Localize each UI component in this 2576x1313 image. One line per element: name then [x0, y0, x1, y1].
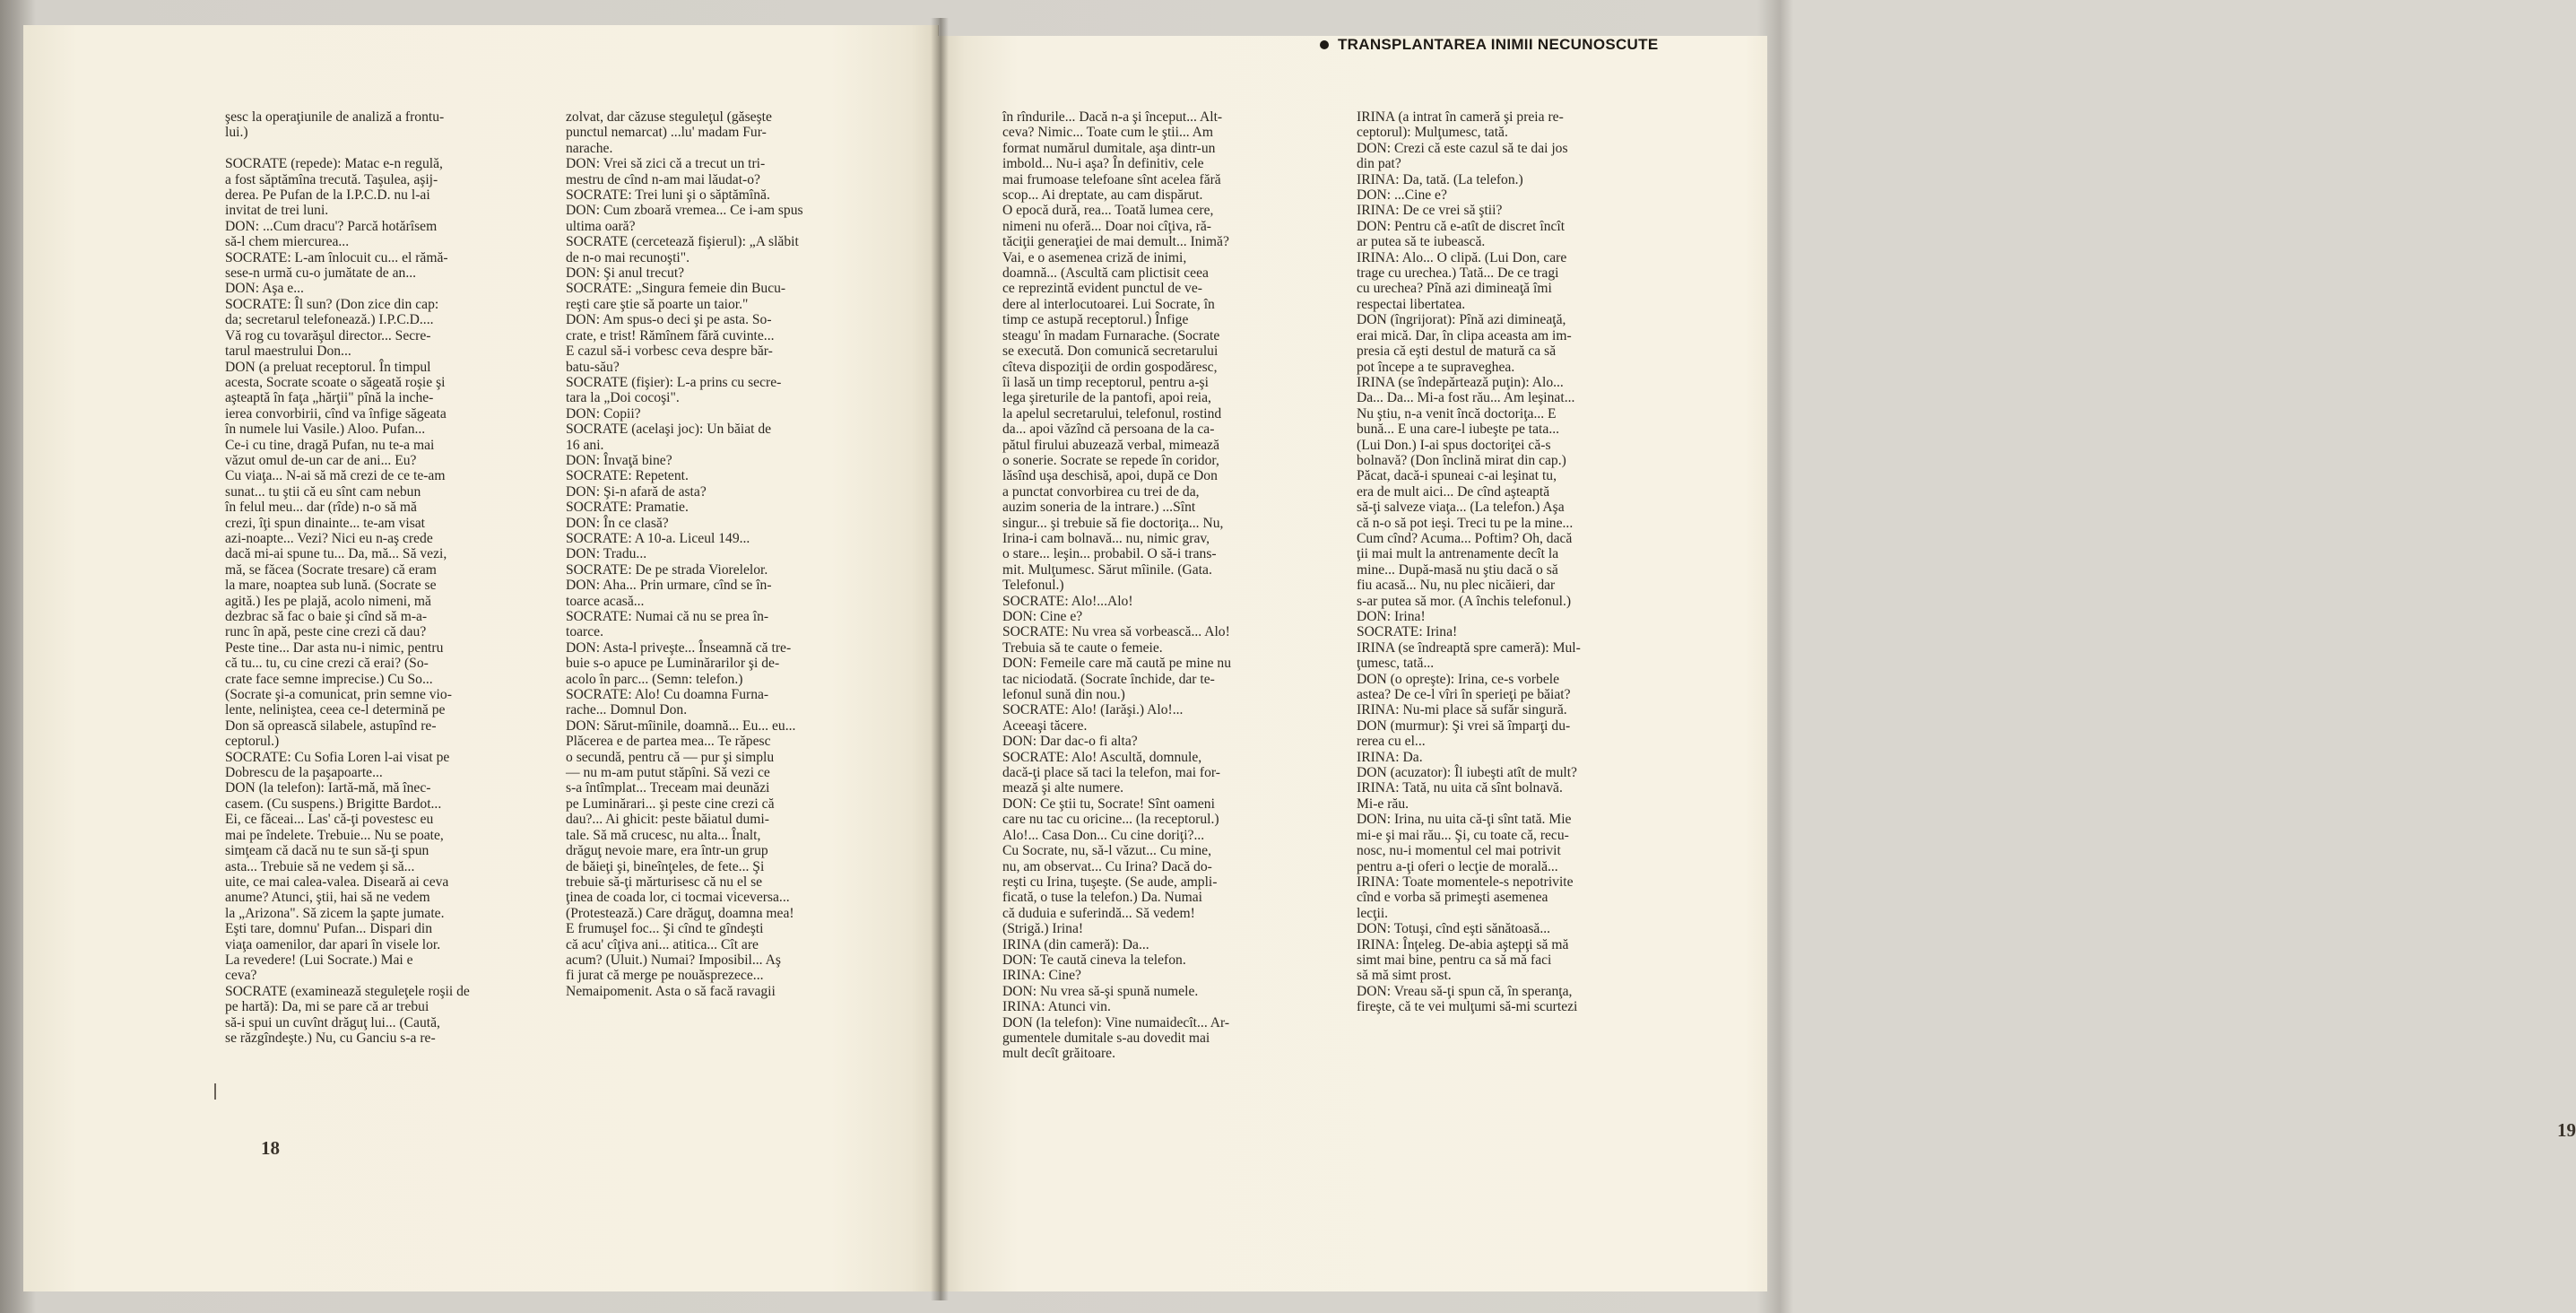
text-line: format numărul dumitale, aşa dintr-un [1002, 140, 1216, 156]
text-line: invitat de trei luni. [225, 203, 329, 219]
text-line: SOCRATE: L-am înlocuit cu... el rămă- [225, 249, 448, 265]
text-line: ultima oară? [566, 218, 636, 234]
text-line: mai frumoase telefoane sînt acelea fără [1002, 171, 1221, 187]
text-line: viaţa oamenilor, dar apari în visele lor. [225, 936, 441, 952]
text-line: din pat? [1357, 156, 1401, 172]
text-line: Cum cînd? Acuma... Poftim? Oh, dacă [1357, 530, 1573, 546]
text-line: lui.) [225, 125, 248, 141]
text-line: DON: Vrei să zici că a trecut un tri- [566, 156, 766, 172]
text-line: DON (a preluat receptorul. În timpul [225, 359, 431, 375]
text-line: tara la „Doi cocoşi". [566, 390, 680, 406]
text-line: DON (murmur): Şi vrei să împarţi du- [1357, 717, 1571, 734]
text-line: SOCRATE (fişier): L-a prins cu secre- [566, 374, 782, 390]
text-line: trage cu urechea.) Tată... De ce tragi [1357, 265, 1559, 282]
text-line: să-ţi salveze viaţa... (La telefon.) Aşa [1357, 500, 1565, 516]
text-line: DON: Învaţă bine? [566, 452, 672, 468]
text-line: O epocă dură, rea... Toată lumea cere, [1002, 203, 1214, 219]
text-line: Aceeaşi tăcere. [1002, 717, 1088, 734]
text-line: asta... Trebuie să ne vedem şi să... [225, 858, 415, 874]
text-line: bună... E una care-l iubeşte pe tata... [1357, 422, 1560, 438]
text-line: IRINA (se îndepărtează puţin): Alo... [1357, 374, 1564, 390]
text-line: IRINA: Atunci vin. [1002, 999, 1111, 1015]
text-line: imbold... Nu-i aşa? În definitiv, cele [1002, 156, 1204, 172]
text-line: sese-n urmă cu-o jumătate de an... [225, 265, 417, 282]
text-line: SOCRATE: Alo! Ascultă, domnule, [1002, 749, 1202, 765]
text-line: anume? Atunci, ştii, hai să ne vedem [225, 890, 430, 906]
text-line: Telefonul.) [1002, 578, 1064, 594]
text-line: DON: Pentru că e-atît de discret încît [1357, 218, 1566, 234]
text-line: acum? (Uluit.) Numai? Imposibil... Aş [566, 952, 781, 968]
text-line: să-i spui un cuvînt drăguţ lui... (Caută, [225, 1014, 440, 1030]
text-line: ce reprezintă evident punctul de ve- [1002, 281, 1202, 297]
text-line: batu-său? [566, 359, 620, 375]
text-line: DON: Crezi că este cazul să te dai jos [1357, 140, 1568, 156]
text-line: DON: Tradu... [566, 546, 647, 562]
text-line: DON: Ce ştii tu, Socrate! Sînt oameni [1002, 796, 1215, 812]
text-line: IRINA: Alo... O clipă. (Lui Don, care [1357, 249, 1567, 265]
text-line: bolnavă? (Don înclină mirat din cap.) [1357, 452, 1566, 468]
text-line: mă, se făcea (Socrate tresare) că eram [225, 561, 437, 578]
text-line: că acu' cîţiva ani... atitica... Cît are [566, 936, 759, 952]
text-line: mult decît grăitoare. [1002, 1046, 1115, 1062]
text-line: Eşti tare, domnu' Pufan... Dispari din [225, 921, 433, 937]
text-line: Peste tine... Dar asta nu-i nimic, pentru [225, 639, 444, 656]
text-line: Ei, ce făceai... Las' că-ţi povestesc eu [225, 812, 434, 828]
text-line: se răzgîndeşte.) Nu, cu Ganciu s-a re- [225, 1030, 436, 1046]
text-line: la mare, noaptea sub lună. (Socrate se [225, 578, 437, 594]
text-line: cîteva dispoziţii de ordin gospodăresc, [1002, 359, 1218, 375]
text-line: tarul maestrului Don... [225, 343, 351, 360]
text-line: dacă mi-ai spune tu... Da, mă... Să vezi, [225, 546, 447, 562]
text-line: pe Luminărari... şi peste cine crezi că [566, 796, 775, 812]
text-line: E cazul să-i vorbesc ceva despre băr- [566, 343, 773, 360]
text-line: erai mică. Dar, în clipa aceasta am im- [1357, 327, 1572, 343]
text-line: SOCRATE: Irina! [1357, 624, 1458, 640]
text-line: (Strigă.) Irina! [1002, 921, 1084, 937]
text-line: lente, neliniştea, ceea ce-l determină pe [225, 702, 446, 718]
text-line: DON (la telefon): Iartă-mă, mă înec- [225, 780, 431, 796]
left-page-column-2 [566, 109, 889, 999]
text-line: E frumuşel foc... Şi cînd te gîndeşti [566, 921, 764, 937]
text-line: DON: Aha... Prin urmare, cînd se în- [566, 578, 772, 594]
text-line: DON: Totuşi, cînd eşti sănătoasă... [1357, 921, 1551, 937]
text-line: DON: Irina! [1357, 609, 1426, 624]
text-line: Vai, e o asemenea criză de inimi, [1002, 249, 1187, 265]
text-line: fiu acasă... Nu, nu plec nicăieri, dar [1357, 578, 1556, 594]
text-line: lefonul sună din nou.) [1002, 687, 1125, 703]
text-line: sunat... tu ştii că eu sînt cam nebun [225, 483, 421, 500]
text-line: IRINA (a intrat în cameră şi preia re- [1357, 109, 1564, 125]
text-line: toarce acasă... [566, 593, 645, 609]
text-line: DON: Sărut-mîinile, doamnă... Eu... eu... [566, 717, 796, 734]
text-line: narache. [566, 140, 613, 156]
text-line: Cu Socrate, nu, să-l văzut... Cu mine, [1002, 843, 1211, 859]
text-line: singur... şi trebuie să fie doctoriţa... Nu, [1002, 515, 1224, 531]
text-line: SOCRATE: Repetent. [566, 468, 689, 484]
text-line: toarce. [566, 624, 603, 640]
text-line: lega şireturile de la pantofi, apoi reia, [1002, 390, 1211, 406]
right-page [938, 36, 2576, 1291]
text-line: mi-e şi mai rău... Şi, cu toate că, recu- [1357, 827, 1569, 843]
text-line: Cu viaţa... N-ai să mă crezi de ce te-am [225, 468, 446, 484]
text-line: SOCRATE: Alo! (Iarăşi.) Alo!... [1002, 702, 1184, 718]
text-line: auzim soneria de la intrare.) ...Sînt [1002, 500, 1196, 516]
text-line: ceva? Nimic... Toate cum le ştii... Am [1002, 125, 1214, 141]
text-line: SOCRATE: Nu vrea să vorbească... Alo! [1002, 624, 1230, 640]
text-line: derea. Pe Pufan de la I.P.C.D. nu l-ai [225, 187, 430, 204]
text-line: Păcat, dacă-i spuneai c-ai leşinat tu, [1357, 468, 1557, 484]
text-line: DON: Cine e? [1002, 609, 1083, 624]
text-line: ţii mai mult la antrenamente decît la [1357, 546, 1559, 562]
text-line: DON (la telefon): Vine numaidecît... Ar- [1002, 1014, 1230, 1030]
text-line: Don să oprească silabele, astupînd re- [225, 717, 437, 734]
text-line: SOCRATE: Trei luni şi o săptămînă. [566, 187, 770, 204]
text-line: la apelul secretarului, telefonul, rostind [1002, 405, 1222, 422]
text-line: mează şi alte numere. [1002, 780, 1124, 796]
text-line: îi lasă un timp receptorul, pentru a-şi [1002, 374, 1209, 390]
text-line: a punctat convorbirea cu trei de da, [1002, 483, 1200, 500]
text-line: de băieţi şi, bineînţeles, de fete... Şi [566, 858, 765, 874]
text-line: s-a întîmplat... Treceam mai deunăzi [566, 780, 770, 796]
text-line: DON: Aşa e... [225, 281, 304, 297]
text-line: SOCRATE (examinează steguleţele roşii de [225, 983, 470, 999]
text-line: să mă simt prost. [1357, 968, 1452, 984]
text-line: SOCRATE: Alo! Cu doamna Furna- [566, 687, 769, 703]
text-line: steagu' în madam Furnarache. (Socrate [1002, 327, 1220, 343]
text-line: doamnă... (Ascultă cam plictisit ceea [1002, 265, 1209, 282]
text-line: pătul firului abuzează verbal, mimează [1002, 437, 1220, 453]
text-line: IRINA (se îndreaptă spre cameră): Mul- [1357, 639, 1581, 656]
text-line: rache... Domnul Don. [566, 702, 688, 718]
text-line: DON: Irina, nu uita că-ţi sînt tată. Mie [1357, 812, 1572, 828]
page-number-left: 18 [261, 1137, 280, 1159]
text-line: (Socrate şi-a comunicat, prin semne vio- [225, 687, 452, 703]
text-line: gumentele dumitale s-au dovedit mai [1002, 1030, 1210, 1046]
text-line: Nu ştiu, n-a venit încă doctoriţa... E [1357, 405, 1557, 422]
text-line: a fost săptămîna trecută. Taşulea, aşij- [225, 171, 438, 187]
text-line: simţeam că dacă nu te sun să-ţi spun [225, 843, 429, 859]
text-line: (Protestează.) Care drăguţ, doamna mea! [566, 905, 794, 921]
text-line: lăsînd uşa deschisă, apoi, după ce Don [1002, 468, 1218, 484]
text-line: ceptorul): Mulţumesc, tată. [1357, 125, 1508, 141]
text-line: crezi, îţi spun dinainte... te-am visat [225, 515, 426, 531]
text-line: crate face semne imprecise.) Cu So... [225, 671, 433, 687]
text-line: Nemaipomenit. Asta o să facă ravagii [566, 983, 776, 999]
right-page-column-2 [1357, 109, 1675, 1015]
text-line: şesc la operaţiunile de analiză a frontu- [225, 109, 445, 125]
text-line: mestru de cînd n-am mai lăudat-o? [566, 171, 760, 187]
text-line: dere al interlocutoarei. Lui Socrate, în [1002, 296, 1215, 312]
text-line: DON (o opreşte): Irina, ce-s vorbele [1357, 671, 1560, 687]
text-line: da; secretarul telefonează.) I.P.C.D.... [225, 312, 434, 328]
text-line: fireşte, că te vei mulţumi să-mi scurtezi [1357, 999, 1578, 1015]
text-line: DON: Dar dac-o fi alta? [1002, 734, 1138, 750]
text-line: IRINA: Înţeleg. De-abia aştepţi să mă [1357, 936, 1569, 952]
text-line: La revedere! (Lui Socrate.) Mai e [225, 952, 413, 968]
text-line: DON: ...Cine e? [1357, 187, 1447, 204]
running-header [1320, 36, 1658, 54]
text-line: Vă rog cu tovarăşul director... Secre- [225, 327, 431, 343]
text-line: că duduia e suferindă... Să vedem! [1002, 905, 1195, 921]
text-line: (Lui Don.) I-ai spus doctoriţei că-s [1357, 437, 1551, 453]
text-line: Dobrescu de la paşapoarte... [225, 765, 383, 781]
bullet-icon [1320, 40, 1329, 49]
text-line: punctul nemarcat) ...lu' madam Fur- [566, 125, 767, 141]
text-line: SOCRATE (cercetează fişierul): „A slăbit [566, 234, 799, 250]
text-line: ierea convorbirii, cînd va înfige săgeata [225, 405, 447, 422]
text-line: IRINA: Nu-mi place să sufăr singură. [1357, 702, 1567, 718]
text-line: cu urechea? Pînă azi dimineaţă îmi [1357, 281, 1552, 297]
text-line: se execută. Don comunică secretarului [1002, 343, 1219, 360]
text-line: nimeni nu oferă... Doar noi cîţiva, ră- [1002, 218, 1211, 234]
text-line: Mi-e rău. [1357, 796, 1409, 812]
text-line: reşti care ştie să poarte un taior." [566, 296, 749, 312]
text-line: IRINA (din cameră): Da... [1002, 936, 1149, 952]
text-line: la „Arizona". Să zicem la şapte jumate. [225, 905, 445, 921]
text-line: casem. (Cu suspens.) Brigitte Bardot... [225, 796, 442, 812]
margin-mark [214, 1083, 216, 1100]
text-line: SOCRATE: Numai că nu se prea în- [566, 609, 769, 624]
text-line: era de mult aici... De cînd aşteaptă [1357, 483, 1550, 500]
text-line: reşti cu Irina, tuşeşte. (Se aude, ampli- [1002, 874, 1218, 890]
text-line: rerea cu el... [1357, 734, 1426, 750]
text-line: DON: Asta-l priveşte... Înseamnă că tre- [566, 639, 792, 656]
left-page-column-1 [225, 109, 539, 1046]
text-line: DON: În ce clasă? [566, 515, 669, 531]
text-line: 16 ani. [566, 437, 604, 453]
text-line: buie s-o apuce pe Luminărarilor şi de- [566, 656, 780, 672]
page-number-right: 19 [2557, 1119, 2576, 1141]
text-line: IRINA: De ce vrei să ştii? [1357, 203, 1503, 219]
text-line: ţinea de coada lor, ci tocmai viceversa... [566, 890, 790, 906]
text-line [225, 141, 539, 156]
text-line: ceptorul.) [225, 734, 280, 750]
text-line: SOCRATE: Cu Sofia Loren l-ai visat pe [225, 749, 450, 765]
text-line: SOCRATE: A 10-a. Liceul 149... [566, 530, 750, 546]
text-line: Da... Da... Mi-a fost rău... Am leşinat... [1357, 390, 1575, 406]
text-line: Alo!... Casa Don... Cu cine doriţi?... [1002, 827, 1205, 843]
text-line: pentru a-ţi oferi o lecţie de morală... [1357, 858, 1558, 874]
text-line: SOCRATE: „Singura femeie din Bucu- [566, 281, 786, 297]
text-line: aşteaptă în faţa „hărţii" pînă la inche- [225, 390, 434, 406]
text-line: DON: Am spus-o deci şi pe asta. So- [566, 312, 772, 328]
text-line: DON: Şi-n afară de asta? [566, 483, 707, 500]
text-line: să-l chem miercurea... [225, 234, 350, 250]
text-line: acesta, Socrate scoate o săgeată roşie şi [225, 374, 446, 390]
text-line: pe hartă): Da, mi se pare că ar trebui [225, 999, 429, 1015]
text-line: trebuie să-ţi mărturisesc că nu el se [566, 874, 763, 890]
text-line: tale. Să mă crucesc, nu alta... Înalt, [566, 827, 761, 843]
text-line: IRINA: Da, tată. (La telefon.) [1357, 171, 1523, 187]
text-line: IRINA: Toate momentele-s nepotrivite [1357, 874, 1574, 890]
text-line: tac niciodată. (Socrate închide, dar te- [1002, 671, 1215, 687]
text-line: DON (îngrijorat): Pînă azi dimineaţă, [1357, 312, 1566, 328]
text-line: SOCRATE (acelaşi joc): Un băiat de [566, 422, 772, 438]
text-line: presia că eşti destul de matură ca să [1357, 343, 1557, 360]
text-line: o stare... leşin... probabil. O să-i trans- [1002, 546, 1217, 562]
text-line: că n-o să pot ieşi. Treci tu pe la mine... [1357, 515, 1574, 531]
text-line: mine... După-masă nu ştiu dacă o să [1357, 561, 1558, 578]
text-line: în numele lui Vasile.) Aloo. Pufan... [225, 422, 426, 438]
text-line: DON: Nu vrea să-şi spună numele. [1002, 983, 1199, 999]
text-line: DON: Copii? [566, 405, 641, 422]
text-line: simt mai bine, pentru ca să mă faci [1357, 952, 1552, 968]
text-line: DON (acuzator): Îl iubeşti atît de mult? [1357, 765, 1577, 781]
left-page [23, 25, 939, 1291]
text-line: fi jurat că merge pe nouăsprezece... [566, 968, 764, 984]
text-line: Irina-i cam bolnavă... nu, nimic grav, [1002, 530, 1210, 546]
text-line: Plăcerea e de partea mea... Te răpesc [566, 734, 771, 750]
text-line: — nu m-am putut stăpîni. Să vezi ce [566, 765, 770, 781]
text-line: timp ce astupă receptorul.) Înfige [1002, 312, 1189, 328]
text-line: o sonerie. Socrate se repede în coridor, [1002, 452, 1219, 468]
text-line: nu, am observat... Cu Irina? Dacă do- [1002, 858, 1212, 874]
text-line: ficată, o tuse la telefon.) Da. Numai [1002, 890, 1202, 906]
text-line: azi-noapte... Vezi? Nici eu n-aş crede [225, 530, 433, 546]
text-line: care nu tac cu oricine... (la receptorul.) [1002, 812, 1219, 828]
text-line: dezbrac să fac o baie şi cînd să m-a- [225, 609, 428, 624]
text-line: mit. Mulţumesc. Sărut mîinile. (Gata. [1002, 561, 1212, 578]
text-line: ţumesc, tată... [1357, 656, 1435, 672]
text-line: da... apoi văzînd că persoana de la ca- [1002, 422, 1215, 438]
text-line: o secundă, pentru că — pur şi simplu [566, 749, 775, 765]
running-header-title: TRANSPLANTAREA INIMII NECUNOSCUTE [1338, 36, 1659, 53]
text-line: tăciţii generaţiei de mai demult... Inimă? [1002, 234, 1229, 250]
text-line: Ce-i cu tine, dragă Pufan, nu te-a mai [225, 437, 435, 453]
text-line: IRINA: Da. [1357, 749, 1423, 765]
text-line: dau?... Ai ghicit: peste băiatul dumi- [566, 812, 769, 828]
text-line: DON: Femeile care mă caută pe mine nu [1002, 656, 1232, 672]
text-line: SOCRATE: De pe strada Viorelelor. [566, 561, 768, 578]
text-line: ar putea să te iubească. [1357, 234, 1486, 250]
text-line: s-ar putea să mor. (A închis telefonul.) [1357, 593, 1572, 609]
text-line: că tu... tu, cu cine crezi că erai? (So- [225, 656, 429, 672]
text-line: DON: Vreau să-ţi spun că, în speranţa, [1357, 983, 1573, 999]
text-line: dacă-ţi place să taci la telefon, mai for- [1002, 765, 1220, 781]
text-line: IRINA: Cine? [1002, 968, 1081, 984]
text-line: de n-o mai recunoşti". [566, 249, 690, 265]
text-line: pot începe a te supraveghea. [1357, 359, 1515, 375]
text-line: agită.) Ies pe plajă, acolo nimeni, mă [225, 593, 431, 609]
text-line: zolvat, dar căzuse steguleţul (găseşte [566, 109, 772, 125]
text-line: ceva? [225, 968, 257, 984]
text-line: scop... Ai dreptate, au cam dispărut. [1002, 187, 1203, 204]
text-line: uite, ce mai calea-valea. Diseară ai ceva [225, 874, 449, 890]
text-line: DON: Te caută cineva la telefon. [1002, 952, 1186, 968]
text-line: IRINA: Tată, nu uita că sînt bolnavă. [1357, 780, 1563, 796]
right-page-column-1 [1002, 109, 1322, 1062]
text-line: în felul meu... dar (rîde) n-o să mă [225, 500, 417, 516]
book-gutter [931, 18, 949, 1300]
text-line: DON: ...Cum dracu'? Parcă hotărîsem [225, 218, 438, 234]
text-line: SOCRATE: Îl sun? (Don zice din cap: [225, 296, 439, 312]
text-line: lecţii. [1357, 905, 1389, 921]
text-line: Trebuia să te caute o femeie. [1002, 639, 1163, 656]
text-line: mai pe îndelete. Trebuie... Nu se poate, [225, 827, 444, 843]
text-line: SOCRATE: Alo!...Alo! [1002, 593, 1133, 609]
text-line: respectai libertatea. [1357, 296, 1466, 312]
text-line: drăguţ nevoie mare, era într-un grup [566, 843, 768, 859]
text-line: astea? De ce-l vîri în sperieţi pe băiat? [1357, 687, 1571, 703]
text-line: în rîndurile... Dacă n-a şi început... Alt- [1002, 109, 1223, 125]
text-line: văzut omul de-un car de ani... Eu? [225, 452, 417, 468]
text-line: crate, e trist! Rămînem fără cuvinte... [566, 327, 775, 343]
text-line: DON: Cum zboară vremea... Ce i-am spus [566, 203, 803, 219]
text-line: SOCRATE: Pramatie. [566, 500, 689, 516]
text-line: nosc, nu-i momentul cel mai potrivit [1357, 843, 1561, 859]
text-line: acolo în parc... (Semn: telefon.) [566, 671, 743, 687]
text-line: cînd e vorba să primeşti asemenea [1357, 890, 1548, 906]
text-line: SOCRATE (repede): Matac e-n regulă, [225, 156, 443, 172]
text-line: DON: Şi anul trecut? [566, 265, 685, 282]
text-line: runc în apă, peste cine crezi că dau? [225, 624, 427, 640]
